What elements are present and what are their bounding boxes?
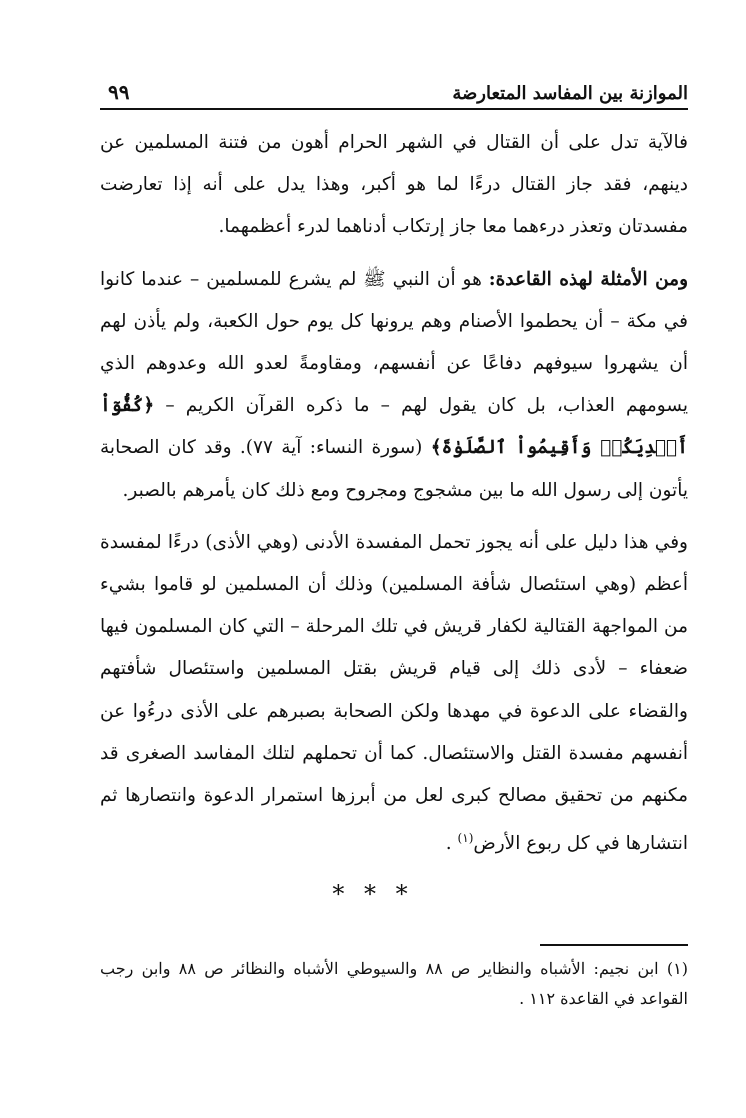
page-header — [100, 68, 688, 110]
paragraph-1: فالآية تدل على أن القتال في الشهر الحرام أهون من فتنة المسلمين عن دينهم، فقد جاز القتال درءًا لما هو أكبر، وهذا يدل على أنه إذا تعارضت مفسدتان وتعذر درءهما معا جاز إرتكاب أدناهما لدرء أعظمهما. — [100, 132, 688, 238]
paragraph-3 — [100, 522, 688, 866]
paragraph-3-text: وفي هذا دليل على أنه يجوز تحمل المفسدة الأدنى (وهي الأذى) درءًا لمفسدة أعظم (وهي استئصال شأفة المسلمين) وذلك أن المسلمين لو قاموا بشيء من المواجهة القتالية لكفار قريش في تلك المرحلة – التي كان المسلمون فيها ضعفاء – لأدى ذلك إلى قيام قريش بقتل المسلمين واستئصال شأفتهم والقضاء على الدعوة في مهدها ولكن الصحابة بصبرهم على الأذى درءُوا عن أنفسهم مفسدة القتل والاستئصال. كما أن تحملهم لتلك المفاسد الصغرى قد مكنهم من تحقيق مصالح كبرى لعل من أبرزها استمرار الدعوة وانتصارها ثم انتشارها في كل ربوع الأرض — [100, 531, 688, 855]
quran-verse: ﴿كُفُّوٓاْ أَيۡدِيَكُمۡ وَأَقِيمُواْ ٱلصَّلَوٰةَ﴾ — [100, 395, 688, 459]
paragraph-2-text-b: (سورة النساء: آية ٧٧). وقد كان الصحابة يأتون إلى رسول الله ما بين مشجوج ومجروح ومع ذلك كان يأمرهم بالصبر. — [100, 437, 688, 501]
paragraph-3-end: . — [445, 833, 458, 855]
paragraph-2-text-a: هو أن النبي ﷺ لم يشرع للمسلمين – عندما كانوا في مكة – أن يحطموا الأصنام وهم يرونها كل يوم حول الكعبة، ولم يأذن لهم أن يشهروا سيوفهم دفاعًا عن أنفسهم، ومقاومةً لعدو الله وعدوهم الذي يسومهم العذاب، بل كان يقول لهم – ما ذكره القرآن الكريم – — [100, 268, 688, 417]
footnote: (١) ابن نجيم: الأشباه والنظاير ص ٨٨ والسيوطي الأشباه والنظائر ص ٨٨ وابن رجب القواعد في القاعدة ١١٢ . — [100, 959, 688, 1008]
paragraph-2-lead: ومن الأمثلة لهذه القاعدة: — [488, 268, 688, 290]
section-separator: * * * — [332, 880, 414, 908]
footnote-divider — [540, 944, 688, 946]
footnote-reference[interactable]: (١) — [457, 831, 474, 846]
page-number: ٩٩ — [108, 80, 130, 104]
paragraph-2 — [100, 259, 688, 512]
running-title: الموازنة بين المفاسد المتعارضة — [452, 83, 688, 104]
main-text — [100, 122, 688, 866]
